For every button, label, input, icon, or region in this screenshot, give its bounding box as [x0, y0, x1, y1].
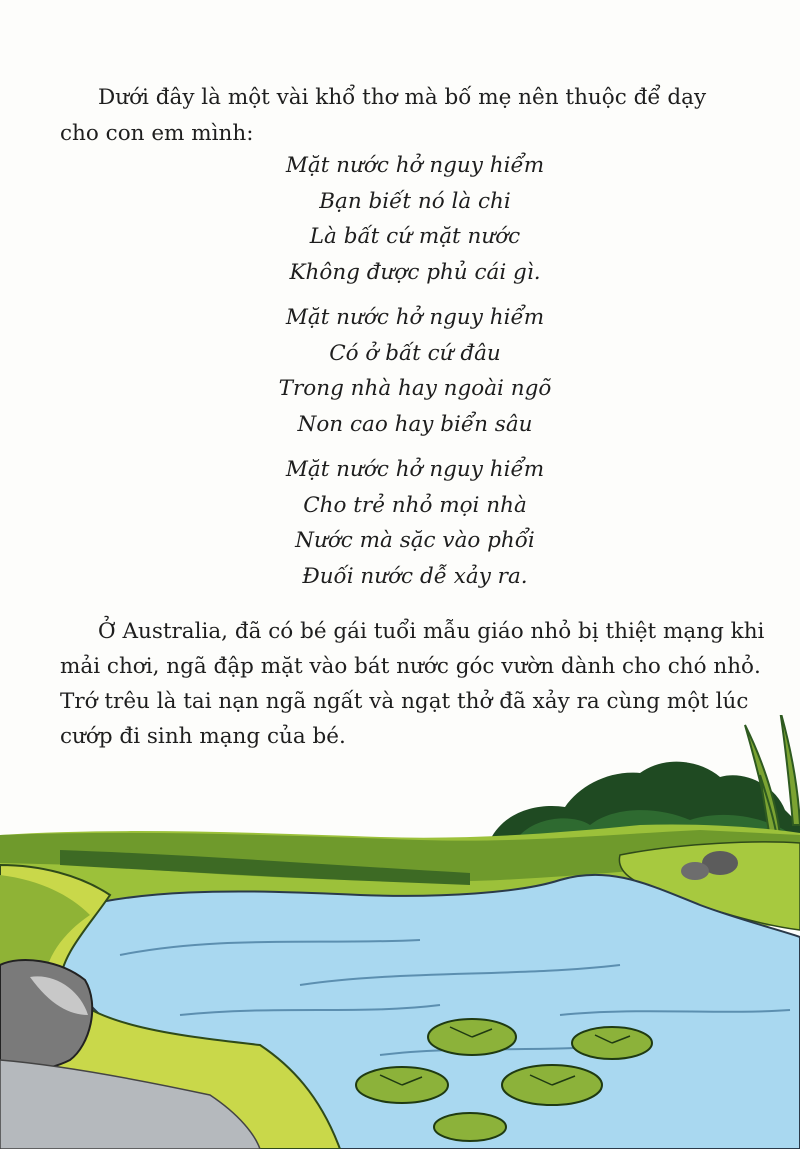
poem-line: Không được phủ cái gì. — [289, 259, 541, 285]
poem-line: Là bất cứ mặt nước — [309, 224, 521, 249]
intro-paragraph: Dưới đây là một vài khổ thơ mà bố mẹ nên thuộc để dạy cho con em mình: — [60, 85, 707, 146]
poem-line: Đuối nước dễ xảy ra. — [302, 563, 528, 589]
poem-line: Có ở bất cứ đâu — [329, 340, 501, 366]
poem-line: Bạn biết nó là chi — [319, 188, 511, 214]
poem-line: Mặt nước hở nguy hiểm — [285, 457, 545, 482]
poem-line: Trong nhà hay ngoài ngõ — [278, 376, 552, 401]
pond-illustration — [0, 715, 800, 1149]
poem-line: Nước mà sặc vào phổi — [295, 528, 535, 553]
poem — [0, 148, 800, 604]
poem-line: Mặt nước hở nguy hiểm — [285, 153, 545, 178]
poem-stanza-2 — [0, 300, 800, 442]
rock-illustration — [0, 960, 92, 1069]
poem-stanza-1 — [0, 148, 800, 290]
closing-paragraph: Ở Australia, đã có bé gái tuổi mẫu giáo nhỏ bị thiệt mạng khi mải chơi, ngã đập mặt vào bát nước góc vườn dành cho chó nhỏ. Trớ trêu là tai nạn ngã ngất và ngạt thở đã xảy ra cùng một lúc cướp đi sinh mạng của bé. — [60, 619, 765, 749]
poem-line: Non cao hay biển sâu — [297, 411, 533, 437]
poem-line: Cho trẻ nhỏ mọi nhà — [303, 492, 527, 518]
poem-line: Mặt nước hở nguy hiểm — [285, 305, 545, 330]
poem-stanza-3 — [0, 452, 800, 594]
